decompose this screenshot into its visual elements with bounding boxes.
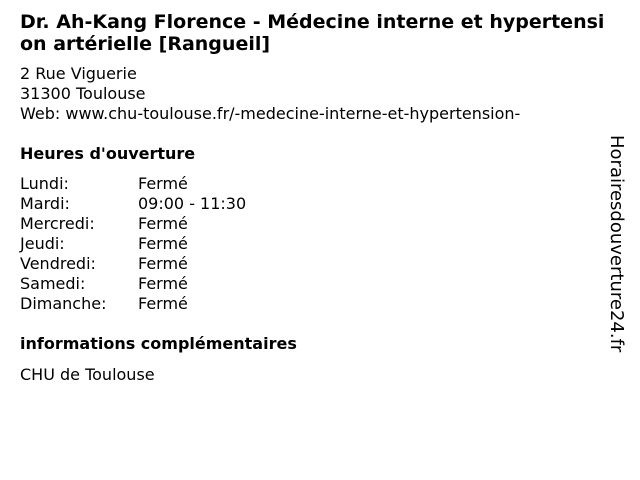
day-hours: 09:00 - 11:30 bbox=[138, 194, 247, 213]
site-watermark: Horairesdouverture24.fr bbox=[606, 135, 627, 353]
additional-info-text: CHU de Toulouse bbox=[20, 365, 155, 384]
hours-row-sunday bbox=[20, 294, 320, 314]
address-block bbox=[20, 64, 520, 124]
street-address: 2 Rue Viguerie bbox=[20, 64, 137, 83]
opening-hours-table bbox=[20, 174, 320, 314]
day-label: Vendredi: bbox=[20, 254, 96, 273]
day-label: Samedi: bbox=[20, 274, 86, 293]
hours-row-tuesday bbox=[20, 194, 320, 214]
hours-row-wednesday bbox=[20, 214, 320, 234]
hours-row-friday bbox=[20, 254, 320, 274]
day-hours: Fermé bbox=[138, 274, 188, 293]
city-postal-code: 31300 Toulouse bbox=[20, 84, 146, 103]
hours-row-monday bbox=[20, 174, 320, 194]
day-hours: Fermé bbox=[138, 254, 188, 273]
day-hours: Fermé bbox=[138, 234, 188, 253]
day-hours: Fermé bbox=[138, 294, 188, 313]
day-label: Lundi: bbox=[20, 174, 69, 193]
hours-row-thursday bbox=[20, 234, 320, 254]
day-label: Jeudi: bbox=[20, 234, 65, 253]
day-hours: Fermé bbox=[138, 214, 188, 233]
additional-info-heading: informations complémentaires bbox=[20, 334, 297, 353]
page-title: Dr. Ah-Kang Florence - Médecine interne et hypertension artérielle [Rangueil] bbox=[20, 11, 605, 55]
website-link[interactable]: Web: www.chu-toulouse.fr/-medecine-interne-et-hypertension- bbox=[20, 104, 521, 123]
hours-row-saturday bbox=[20, 274, 320, 294]
day-label: Mercredi: bbox=[20, 214, 95, 233]
day-label: Dimanche: bbox=[20, 294, 107, 313]
opening-hours-heading: Heures d'ouverture bbox=[20, 144, 196, 163]
day-label: Mardi: bbox=[20, 194, 70, 213]
day-hours: Fermé bbox=[138, 174, 188, 193]
